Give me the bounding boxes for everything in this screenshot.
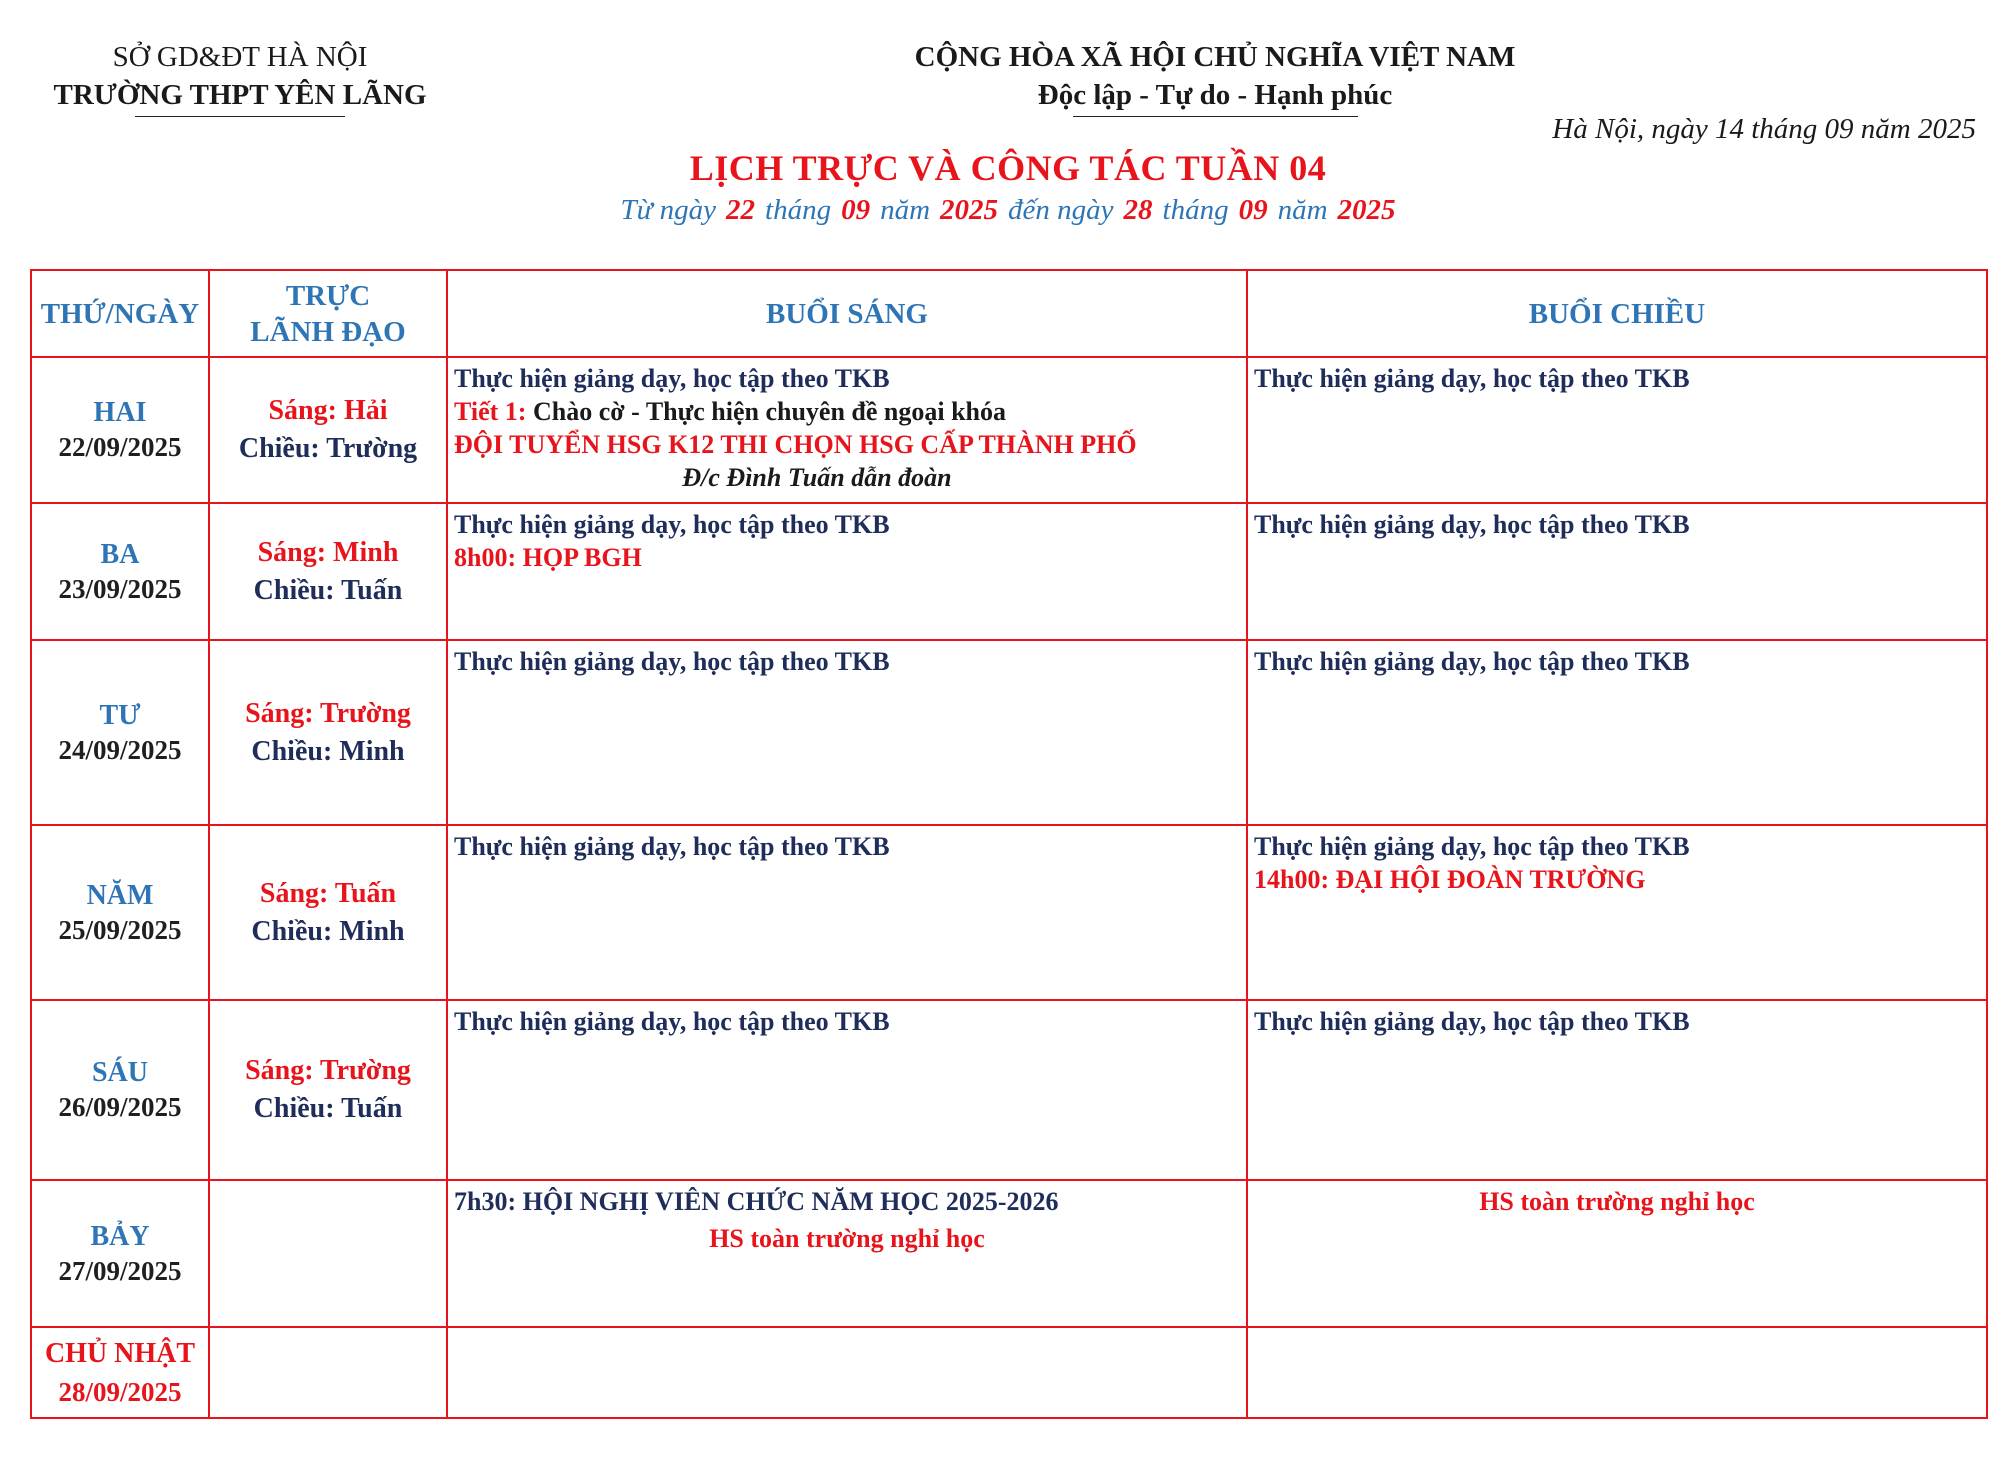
day-date: 28/09/2025 (58, 1376, 182, 1407)
activity-line: Thực hiện giảng dạy, học tập theo TKB (1254, 364, 1690, 393)
day-name: HAI (93, 397, 147, 428)
day-cell (31, 1180, 209, 1327)
activity-line: ĐỘI TUYỂN HSG K12 THI CHỌN HSG CẤP THÀNH PHỐ (454, 430, 1137, 459)
leader-cell (209, 1000, 447, 1180)
day-cell (31, 640, 209, 825)
afternoon-cell (1247, 825, 1987, 1000)
to-day: 28 (1123, 194, 1153, 226)
afternoon-cell (1247, 503, 1987, 640)
from-word: Từ ngày (620, 194, 717, 226)
day-name: CHỦ NHẬT (44, 1337, 196, 1369)
activity-line: Thực hiện giảng dạy, học tập theo TKB (454, 832, 890, 861)
day-name: TƯ (99, 699, 141, 731)
leader-morning: Sáng: Minh (257, 536, 399, 568)
afternoon-cell (1247, 640, 1987, 825)
day-date: 22/09/2025 (58, 432, 182, 462)
leader-morning: Sáng: Tuấn (259, 877, 397, 909)
day-name: NĂM (86, 879, 154, 911)
morning-cell (447, 503, 1247, 640)
activity-line: Thực hiện giảng dạy, học tập theo TKB (454, 1007, 890, 1036)
table-row (31, 503, 1987, 640)
leader-morning: Sáng: Hải (268, 395, 388, 426)
day-date: 25/09/2025 (58, 914, 182, 945)
leader-cell (209, 503, 447, 640)
morning-cell (447, 1180, 1247, 1327)
afternoon-cell (1247, 1327, 1987, 1418)
table-row (31, 357, 1987, 503)
table-row (31, 1000, 1987, 1180)
leader-morning: Sáng: Trường (245, 1055, 411, 1086)
month-word-1: tháng (765, 194, 832, 226)
national-title: CỘNG HÒA XÃ HỘI CHỦ NGHĨA VIỆT NAM (914, 41, 1516, 73)
from-day: 22 (726, 194, 756, 226)
activity-note: Đ/c Đình Tuấn dẫn đoàn (682, 463, 952, 492)
date-range (0, 194, 2016, 227)
afternoon-cell (1247, 1000, 1987, 1180)
page-title: LỊCH TRỰC VÀ CÔNG TÁC TUẦN 04 (689, 148, 1327, 188)
leader-cell (209, 357, 447, 503)
day-cell (31, 1327, 209, 1418)
activity-line: Thực hiện giảng dạy, học tập theo TKB (1254, 1007, 1690, 1036)
activity-line: Thực hiện giảng dạy, học tập theo TKB (454, 510, 890, 539)
day-cell (31, 357, 209, 503)
table-row (31, 825, 1987, 1000)
activity-line: Thực hiện giảng dạy, học tập theo TKB (1254, 647, 1690, 676)
school-name: TRƯỜNG THPT YÊN LÃNG (53, 79, 427, 111)
school-underline (135, 116, 345, 117)
national-motto: Độc lập - Tự do - Hạnh phúc (1037, 79, 1393, 111)
morning-cell (447, 1327, 1247, 1418)
day-date: 24/09/2025 (58, 734, 182, 765)
leader-cell (209, 825, 447, 1000)
period-label: Tiết 1: (454, 397, 527, 426)
activity-line: 8h00: HỌP BGH (454, 543, 642, 572)
motto-underline (1073, 116, 1358, 117)
leader-morning: Sáng: Trường (245, 697, 411, 729)
table-row (31, 640, 1987, 825)
afternoon-cell (1247, 357, 1987, 503)
leader-afternoon: Chiều: Minh (251, 915, 405, 947)
leader-afternoon: Chiều: Tuấn (253, 574, 403, 606)
department-name: SỞ GD&ĐT HÀ NỘI (112, 41, 368, 73)
morning-cell (447, 640, 1247, 825)
morning-cell (447, 825, 1247, 1000)
col-header-afternoon: BUỔI CHIỀU (1247, 270, 1987, 357)
activity-line: Thực hiện giảng dạy, học tập theo TKB (1254, 832, 1690, 861)
activity-line: HS toàn trường nghỉ học (1479, 1187, 1755, 1216)
activity-line: Thực hiện giảng dạy, học tập theo TKB (454, 364, 890, 393)
activity-line: Thực hiện giảng dạy, học tập theo TKB (454, 647, 890, 676)
schedule-table (30, 269, 1988, 1419)
leader-cell (209, 1327, 447, 1418)
day-date: 27/09/2025 (58, 1255, 182, 1286)
from-year: 2025 (940, 194, 999, 226)
activity-line: HS toàn trường nghỉ học (709, 1224, 985, 1253)
activity-line: Thực hiện giảng dạy, học tập theo TKB (1254, 510, 1690, 539)
leader-cell (209, 1180, 447, 1327)
day-cell (31, 503, 209, 640)
col-header-leader (209, 270, 447, 357)
header-row (31, 270, 1987, 357)
table-row (31, 1180, 1987, 1327)
day-date: 23/09/2025 (58, 573, 182, 604)
to-word: đến ngày (1008, 194, 1114, 226)
to-year: 2025 (1337, 194, 1396, 226)
col-header-leader-line2: LÃNH ĐẠO (250, 315, 406, 348)
day-date: 26/09/2025 (58, 1092, 182, 1122)
leader-cell (209, 640, 447, 825)
to-month: 09 (1238, 194, 1268, 226)
activity-line: 14h00: ĐẠI HỘI ĐOÀN TRƯỜNG (1254, 865, 1646, 894)
national-header (815, 38, 1615, 117)
issuer-block (30, 38, 450, 117)
leader-afternoon: Chiều: Tuấn (253, 1093, 403, 1124)
day-name: BẢY (90, 1220, 150, 1252)
col-header-day: THỨ/NGÀY (31, 270, 209, 357)
col-header-morning: BUỔI SÁNG (447, 270, 1247, 357)
afternoon-cell (1247, 1180, 1987, 1327)
morning-cell (447, 1000, 1247, 1180)
col-header-leader-line1: TRỰC (285, 279, 371, 312)
table-row (31, 1327, 1987, 1418)
day-name: SÁU (91, 1057, 148, 1088)
leader-afternoon: Chiều: Minh (251, 735, 405, 767)
day-cell (31, 825, 209, 1000)
day-cell (31, 1000, 209, 1180)
morning-cell (447, 357, 1247, 503)
leader-afternoon: Chiều: Trường (238, 433, 418, 464)
period-text: Chào cờ - Thực hiện chuyên đề ngoại khóa (526, 397, 1007, 426)
year-word-2: năm (1277, 194, 1328, 226)
year-word-1: năm (880, 194, 931, 226)
place-date: Hà Nội, ngày 14 tháng 09 năm 2025 (1552, 113, 1976, 145)
day-name: BA (100, 538, 140, 570)
activity-line: 7h30: HỘI NGHỊ VIÊN CHỨC NĂM HỌC 2025-2026 (454, 1187, 1059, 1216)
from-month: 09 (841, 194, 871, 226)
month-word-2: tháng (1162, 194, 1229, 226)
activity-line (454, 395, 1240, 428)
